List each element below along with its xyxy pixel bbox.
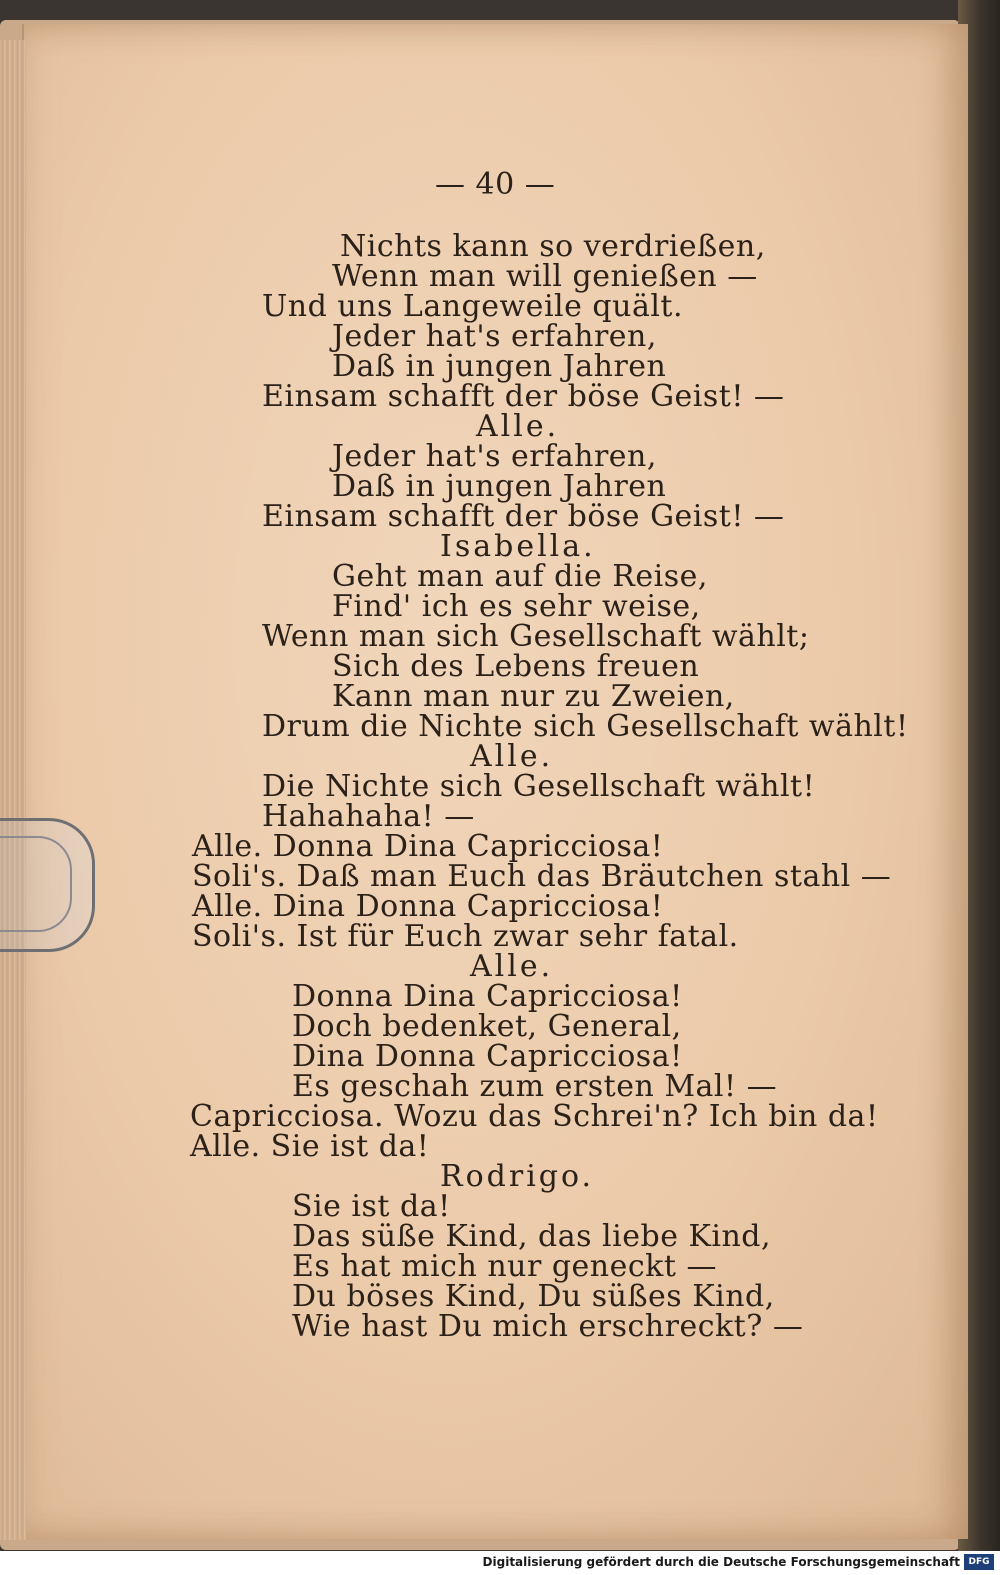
verse-line: Dina Donna Capricciosa! — [292, 1039, 683, 1074]
verse-line: Jeder hat's erfahren, — [332, 439, 657, 474]
speaker-label: Alle. — [470, 949, 554, 984]
verse-line: Es geschah zum ersten Mal! — — [292, 1069, 778, 1104]
verse-line: Du böses Kind, Du süßes Kind, — [292, 1279, 775, 1314]
verse-line: Doch bedenket, General, — [292, 1009, 682, 1044]
verse-line: Kann man nur zu Zweien, — [332, 679, 735, 714]
verse-line: Wenn man will genießen — — [332, 259, 758, 294]
verse-line: Daß in jungen Jahren — [332, 349, 667, 384]
verse-line: Find' ich es sehr weise, — [332, 589, 701, 624]
verse-line: Capricciosa. Wozu das Schrei'n? Ich bin da! — [190, 1099, 879, 1134]
verse-line: Und uns Langeweile quält. — [262, 289, 684, 324]
verse-line: Jeder hat's erfahren, — [332, 319, 657, 354]
speaker-label: Rodrigo. — [440, 1159, 595, 1194]
verse-line: Wie hast Du mich erschreckt? — — [292, 1309, 804, 1344]
verse-line: Das süße Kind, das liebe Kind, — [292, 1219, 772, 1254]
verse-line: Sie ist da! — [292, 1189, 451, 1224]
verse-line: Alle. Donna Dina Capricciosa! — [192, 829, 664, 864]
verse-line: Drum die Nichte sich Gesellschaft wählt! — [262, 709, 909, 744]
verse-line: Einsam schafft der böse Geist! — — [262, 499, 785, 534]
verse-line: Alle. Dina Donna Capricciosa! — [192, 889, 664, 924]
page-number: — 40 — — [435, 167, 556, 202]
verse-line: Die Nichte sich Gesellschaft wählt! — [262, 769, 816, 804]
verse-line: Nichts kann so verdrießen, — [340, 229, 766, 264]
verse-line: Einsam schafft der böse Geist! — — [262, 379, 785, 414]
verse-line: Donna Dina Capricciosa! — [292, 979, 683, 1014]
verse-line: Soli's. Ist für Euch zwar sehr fatal. — [192, 919, 739, 954]
verse-line: Alle. Sie ist da! — [190, 1129, 430, 1164]
verse-line: Daß in jungen Jahren — [332, 469, 667, 504]
verse-line: Sich des Lebens freuen — [332, 649, 700, 684]
verse-line: Es hat mich nur geneckt — — [292, 1249, 717, 1284]
speaker-label: Isabella. — [440, 529, 596, 564]
verse-line: Soli's. Daß man Euch das Bräutchen stahl — — [192, 859, 892, 894]
funding-credit: Digitalisierung gefördert durch die Deutsche Forschungsgemeinschaft — [482, 1555, 960, 1569]
speaker-label: Alle. — [470, 739, 554, 774]
verse-line: Geht man auf die Reise, — [332, 559, 708, 594]
page-edges — [0, 40, 26, 1540]
speaker-label: Alle. — [476, 409, 560, 444]
dfg-logo: DFG — [964, 1554, 994, 1570]
verse-line: Wenn man sich Gesellschaft wählt; — [262, 619, 810, 654]
footer-bar — [0, 1551, 1000, 1575]
page-clip-inner — [0, 836, 72, 932]
verse-line: Hahahaha! — — [262, 799, 475, 834]
